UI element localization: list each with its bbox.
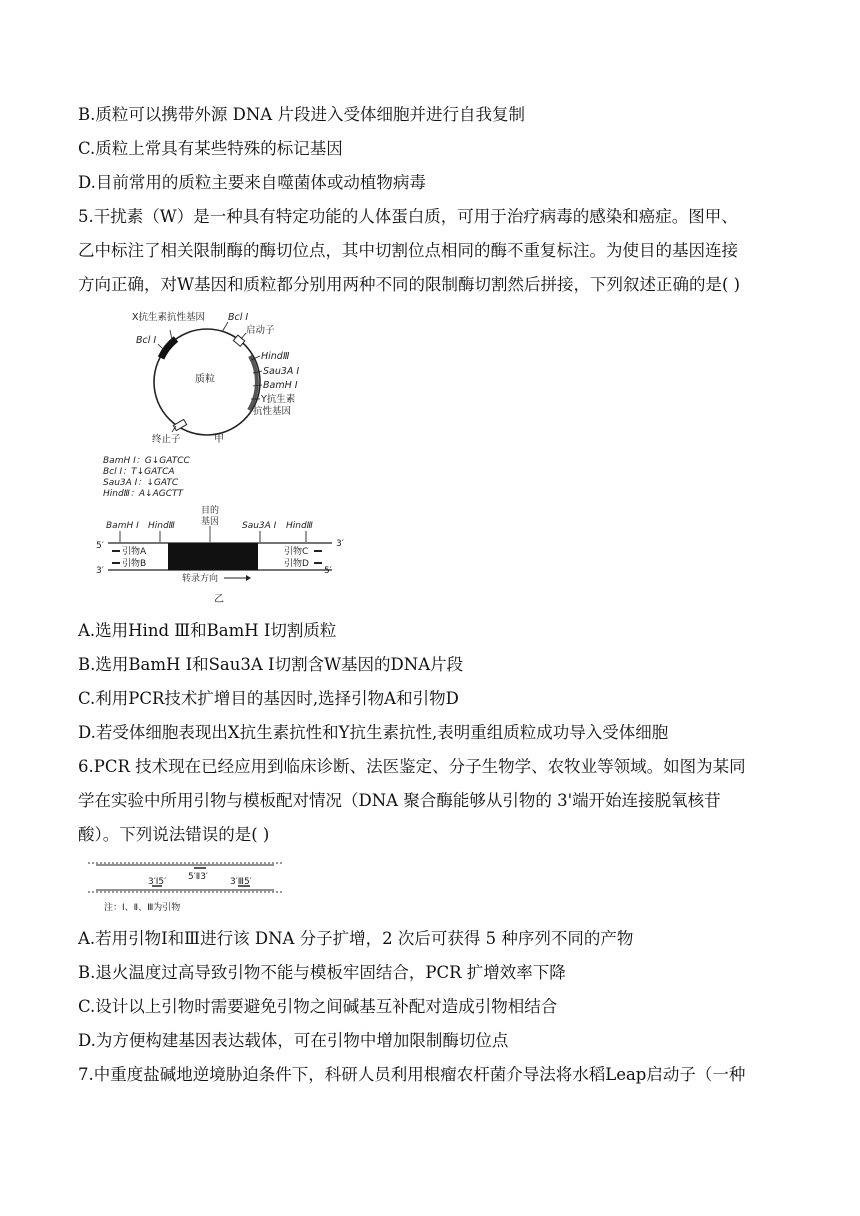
q6-option-c: C.设计以上引物时需要避免引物之间碱基互补配对造成引物相结合 [78, 997, 558, 1016]
primer-b-label: 引物B [122, 559, 147, 569]
target-label-2: 基因 [201, 517, 220, 527]
primer-d-label: 引物D [284, 559, 309, 569]
hind-label: HindⅢ [261, 351, 290, 362]
option-d-q4: D.目前常用的质粒主要来自噬菌体或动植物病毒 [78, 173, 426, 192]
question-6-line-3: 酸）。下列说法错误的是( ) [78, 825, 270, 844]
question-5-line-2: 乙中标注了相关限制酶的酶切位点，其中切割位点相同的酶不重复标注。为使目的基因连接 [78, 241, 738, 260]
plasmid-label: 质粒 [195, 374, 215, 385]
promoter-label: 启动子 [246, 325, 275, 336]
bcl-left-label: Bcl Ⅰ [136, 335, 157, 346]
primer-3-label: 3′Ⅲ5′ [230, 877, 252, 887]
bam-site-label: BamH Ⅰ [106, 521, 139, 531]
q6-option-d: D.为方便构建基因表达载体，可在引物中增加限制酶切位点 [78, 1031, 509, 1050]
site-hind: HindⅢ：A↓AGCTT [103, 489, 183, 499]
terminator-label: 终止子 [152, 434, 181, 445]
question-5-line-1: 5.干扰素（W）是一种具有特定功能的人体蛋白质，可用于治疗病毒的感染和癌症。图甲、 [78, 207, 738, 226]
pcr-note: 注：Ⅰ、Ⅱ、Ⅲ为引物 [104, 903, 181, 913]
primer-1-label: 3′Ⅰ5′ [148, 877, 167, 887]
question-5-line-3: 方向正确，对W基因和质粒都分别用两种不同的限制酶切割然后拼接，下列叙述正确的是( ) [78, 275, 741, 294]
site-sau: Sau3A Ⅰ：↓GATC [103, 478, 179, 488]
plasmid-diagram [110, 306, 370, 458]
q6-option-a: A.若用引物Ⅰ和Ⅲ进行该 DNA 分子扩增，2 次后可获得 5 种序列不同的产物 [78, 929, 634, 948]
primer-2-label: 5′Ⅱ3′ [188, 872, 208, 882]
question-6-line-1: 6.PCR 技术现在已经应用到临床诊断、法医鉴定、分子生物学、农牧业等领域。如图为某同 [78, 757, 746, 776]
q5-option-b: B.选用BamH Ⅰ和Sau3A Ⅰ切割含W基因的DNA片段 [78, 655, 464, 674]
site-bam: BamH Ⅰ：G↓GATCC [103, 456, 190, 466]
question-7-line-1: 7.中重度盐碱地逆境胁迫条件下，科研人员利用根瘤农杆菌介导法将水稻Leap启动子（一种 [78, 1065, 746, 1084]
bcl-top-label: Bcl Ⅰ [228, 312, 249, 323]
target-gene-diagram [96, 452, 356, 608]
five-prime-right: 5′ [324, 566, 332, 576]
figure-yi-caption: 乙 [214, 594, 224, 605]
primer-a-label: 引物A [122, 547, 147, 557]
site-bcl: Bcl Ⅰ：T↓GATCA [103, 467, 175, 477]
direction-label: 转录方向 [182, 574, 219, 584]
target-label-1: 目的 [201, 506, 220, 516]
q5-option-d: D.若受体细胞表现出X抗生素抗性和Y抗生素抗性,表明重组质粒成功导入受体细胞 [78, 723, 669, 742]
sau-site-label: Sau3A Ⅰ [242, 521, 277, 531]
q6-option-b: B.退火温度过高导致引物不能与模板牢固结合，PCR 扩增效率下降 [78, 963, 566, 982]
hind-site-label-2: HindⅢ [286, 521, 313, 531]
q5-option-a: A.选用Hind Ⅲ和BamH Ⅰ切割质粒 [78, 621, 337, 640]
question-6-line-2: 学在实验中所用引物与模板配对情况（DNA 聚合酶能够从引物的 3'端开始连接脱氧核苷 [78, 791, 721, 810]
option-c-q4: C.质粒上常具有某些特殊的标记基因 [78, 139, 343, 158]
three-prime-left: 3′ [96, 566, 104, 576]
five-prime-left: 5′ [96, 541, 104, 551]
primer-c-label: 引物C [284, 547, 309, 557]
x-resist-label: X抗生素抗性基因 [132, 312, 206, 323]
q5-option-c: C.利用PCR技术扩增目的基因时,选择引物A和引物D [78, 689, 459, 708]
y-resist-label-1: Y抗生素 [261, 394, 296, 405]
bam-label: BamH Ⅰ [263, 380, 298, 391]
three-prime-right: 3′ [336, 539, 344, 549]
pcr-primer-diagram [82, 856, 288, 918]
sau-label: Sau3A Ⅰ [263, 366, 300, 377]
option-b-q4: B.质粒可以携带外源 DNA 片段进入受体细胞并进行自我复制 [78, 105, 525, 124]
y-resist-label-2: 抗性基因 [253, 406, 292, 417]
figure-jia-caption: 甲 [214, 434, 224, 445]
hind-site-label-1: HindⅢ [148, 521, 175, 531]
